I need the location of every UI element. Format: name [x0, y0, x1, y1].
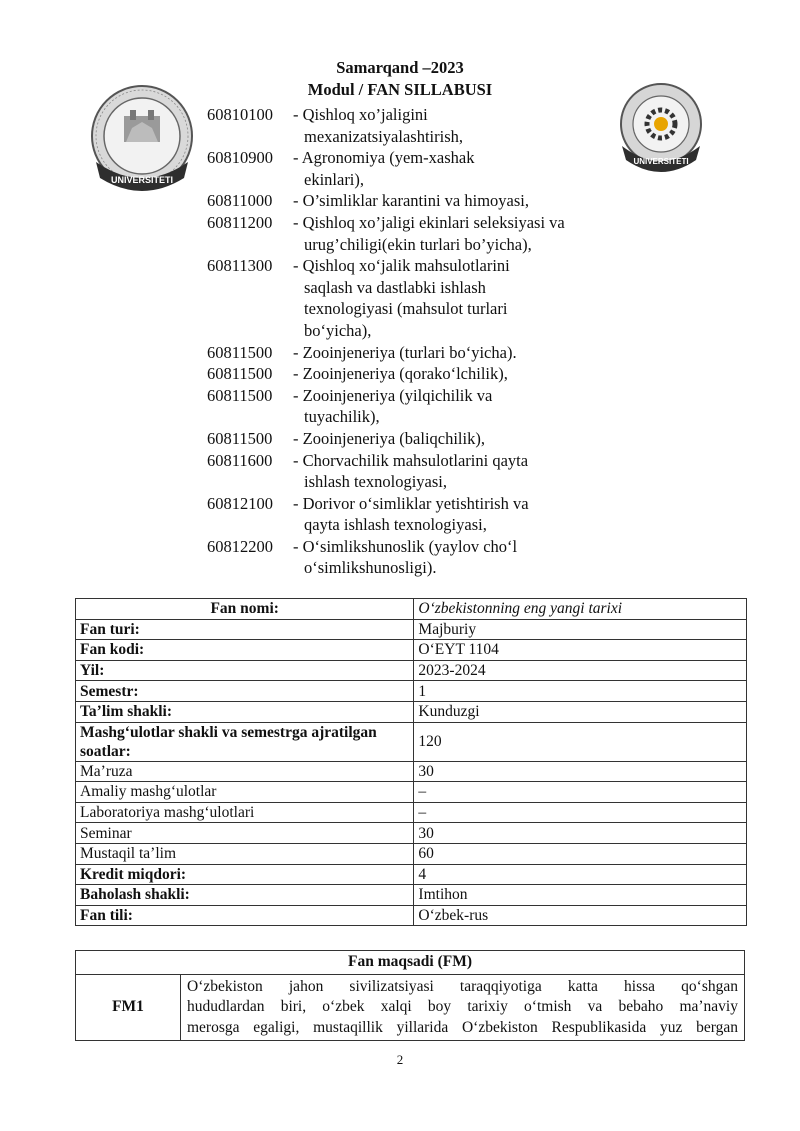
program-description-line: ekinlari), [304, 169, 365, 189]
syllabus-title: Modul / FAN SILLABUSI [307, 80, 493, 99]
program-list [207, 104, 627, 579]
info-value: – [414, 802, 747, 823]
info-key: Yil: [76, 660, 414, 681]
program-description [293, 212, 613, 255]
left-seal-banner: UNIVERSITETI [110, 175, 174, 185]
program-description [293, 104, 613, 147]
program-code: 60812200 [207, 536, 273, 556]
program-code: 60811300 [207, 256, 273, 276]
info-value: O‘zbekistonning eng yangi tarixi [414, 599, 747, 620]
table-row [76, 802, 747, 823]
program-code: 60811500 [207, 342, 273, 362]
program-description [293, 536, 613, 579]
table-row [76, 885, 747, 906]
program-description-line: - Zooinjeneriya (yilqichilik va [293, 385, 493, 405]
program-description-line: - Chorvachilik mahsulotlarini qayta [293, 450, 529, 470]
program-description-line: mexanizatsiyalashtirish, [304, 126, 463, 146]
program-code: 60811000 [207, 191, 273, 211]
goal-text-line: O‘zbekiston jahon sivilizatsiyasi taraqqiyotiga katta hissa qo‘shgan [187, 977, 738, 995]
program-description-line: - Zooinjeneriya (qorako‘lchilik), [293, 364, 508, 384]
program-description-line: - Agronomiya (yem-xashak [293, 148, 475, 168]
info-value: O‘EYT 1104 [414, 640, 747, 661]
info-value: O‘zbek-rus [414, 905, 747, 926]
info-key: Ta’lim shakli: [76, 701, 414, 722]
info-key: Amaliy mashg‘ulotlar [76, 782, 414, 803]
program-code: 60811500 [207, 428, 273, 448]
table-row [76, 701, 747, 722]
program-description [293, 342, 613, 364]
table-row [76, 681, 747, 702]
program-description-line: - Qishloq xo’jaligini [293, 105, 428, 124]
program-item [207, 363, 627, 385]
program-description-line: bo‘yicha), [304, 320, 372, 340]
program-description-line: - Zooinjeneriya (baliqchilik), [293, 428, 485, 448]
info-key: Ma’ruza [76, 761, 414, 782]
table-row [76, 660, 747, 681]
program-item [207, 104, 627, 147]
info-value: 4 [414, 864, 747, 885]
program-code: 60811500 [207, 364, 273, 384]
info-value: 30 [414, 823, 747, 844]
table-row [76, 843, 747, 864]
program-item [207, 536, 627, 579]
program-description-line: - O‘simlikshunoslik (yaylov cho‘l [293, 536, 518, 556]
table-row [76, 599, 747, 620]
info-key: Fan tili: [76, 905, 414, 926]
page-number: 2 [396, 1052, 404, 1067]
table-row [76, 619, 747, 640]
program-description-line: o‘simlikshunosligi). [304, 558, 437, 578]
info-key: Fan turi: [76, 619, 414, 640]
program-description [293, 190, 613, 212]
program-description-line: saqlash va dastlabki ishlash [304, 277, 486, 297]
info-key: Kredit miqdori: [76, 864, 414, 885]
program-description [293, 428, 613, 450]
info-key: Mustaqil ta’lim [76, 843, 414, 864]
program-code: 60810100 [207, 105, 273, 124]
info-value: 120 [414, 722, 747, 761]
table-row [76, 905, 747, 926]
program-description-line: - Zooinjeneriya (turlari bo‘yicha). [293, 342, 517, 362]
university-seal-left-icon [86, 82, 198, 194]
course-goal-table [75, 950, 745, 1041]
info-key: Laboratoriya mashg‘ulotlari [76, 802, 414, 823]
program-description-line: ishlash texnologiyasi, [304, 472, 447, 492]
course-info-table [75, 598, 747, 926]
program-item [207, 255, 627, 341]
program-description-line: tuyachilik), [304, 407, 380, 427]
goal-text-line: merosga egaligi, mustaqillik yillarida O‘zbekiston Respublikasida yuz bergan [187, 1018, 738, 1036]
program-code: 60811500 [207, 385, 273, 405]
program-item [207, 147, 627, 190]
program-description-line: - Dorivor o‘simliklar yetishtirish va [293, 493, 529, 513]
program-description-line: urug’chiligi(ekin turlari bo’yicha), [304, 234, 532, 254]
program-item [207, 493, 627, 536]
program-description [293, 255, 613, 341]
program-description [293, 385, 613, 428]
goal-text-line: hududlardan biri, o‘zbek xalqi boy tarixiy o‘tmish va bebaho ma’naviy [187, 998, 738, 1015]
table-row [76, 864, 747, 885]
header-city-year: Samarqand –2023 [336, 58, 464, 77]
program-description [293, 450, 613, 493]
program-item [207, 385, 627, 428]
goal-heading: Fan maqsadi (FM) [76, 951, 745, 975]
info-key: Fan nomi: [76, 599, 414, 620]
program-code: 60812100 [207, 493, 273, 513]
program-item [207, 212, 627, 255]
program-description-line: texnologiyasi (mahsulot turlari [304, 299, 508, 319]
program-item [207, 342, 627, 364]
info-value: 60 [414, 843, 747, 864]
right-seal-banner: UNIVERSITETI [633, 157, 689, 166]
program-description-line: - Qishloq xo’jaligi ekinlari seleksiyasi va [293, 212, 565, 232]
info-key: Seminar [76, 823, 414, 844]
info-value: Majburiy [414, 619, 747, 640]
program-description [293, 363, 613, 385]
program-description-line: - Qishloq xo‘jalik mahsulotlarini [293, 256, 510, 276]
info-value: Kunduzgi [414, 701, 747, 722]
goal-label: FM1 [76, 974, 181, 1041]
program-description-line: - O’simliklar karantini va himoyasi, [293, 191, 529, 211]
program-item [207, 450, 627, 493]
program-item [207, 428, 627, 450]
table-row [76, 640, 747, 661]
program-description [293, 147, 613, 190]
university-seal-right-icon [614, 80, 708, 174]
program-description-line: qayta ishlash texnologiyasi, [304, 515, 487, 535]
info-value: – [414, 782, 747, 803]
program-code: 60811200 [207, 212, 273, 232]
info-key: Fan kodi: [76, 640, 414, 661]
table-row [76, 782, 747, 803]
program-description [293, 493, 613, 536]
program-code: 60811600 [207, 450, 273, 470]
info-key: Baholash shakli: [76, 885, 414, 906]
info-key: Semestr: [76, 681, 414, 702]
table-row [76, 722, 747, 761]
table-row [76, 761, 747, 782]
program-item [207, 190, 627, 212]
info-value: 30 [414, 761, 747, 782]
program-code: 60810900 [207, 148, 273, 168]
info-value: 1 [414, 681, 747, 702]
table-row [76, 823, 747, 844]
info-value: 2023-2024 [414, 660, 747, 681]
info-value: Imtihon [414, 885, 747, 906]
info-key: Mashg‘ulotlar shakli va semestrga ajratilgan soatlar: [76, 722, 414, 761]
goal-text [181, 974, 745, 1041]
